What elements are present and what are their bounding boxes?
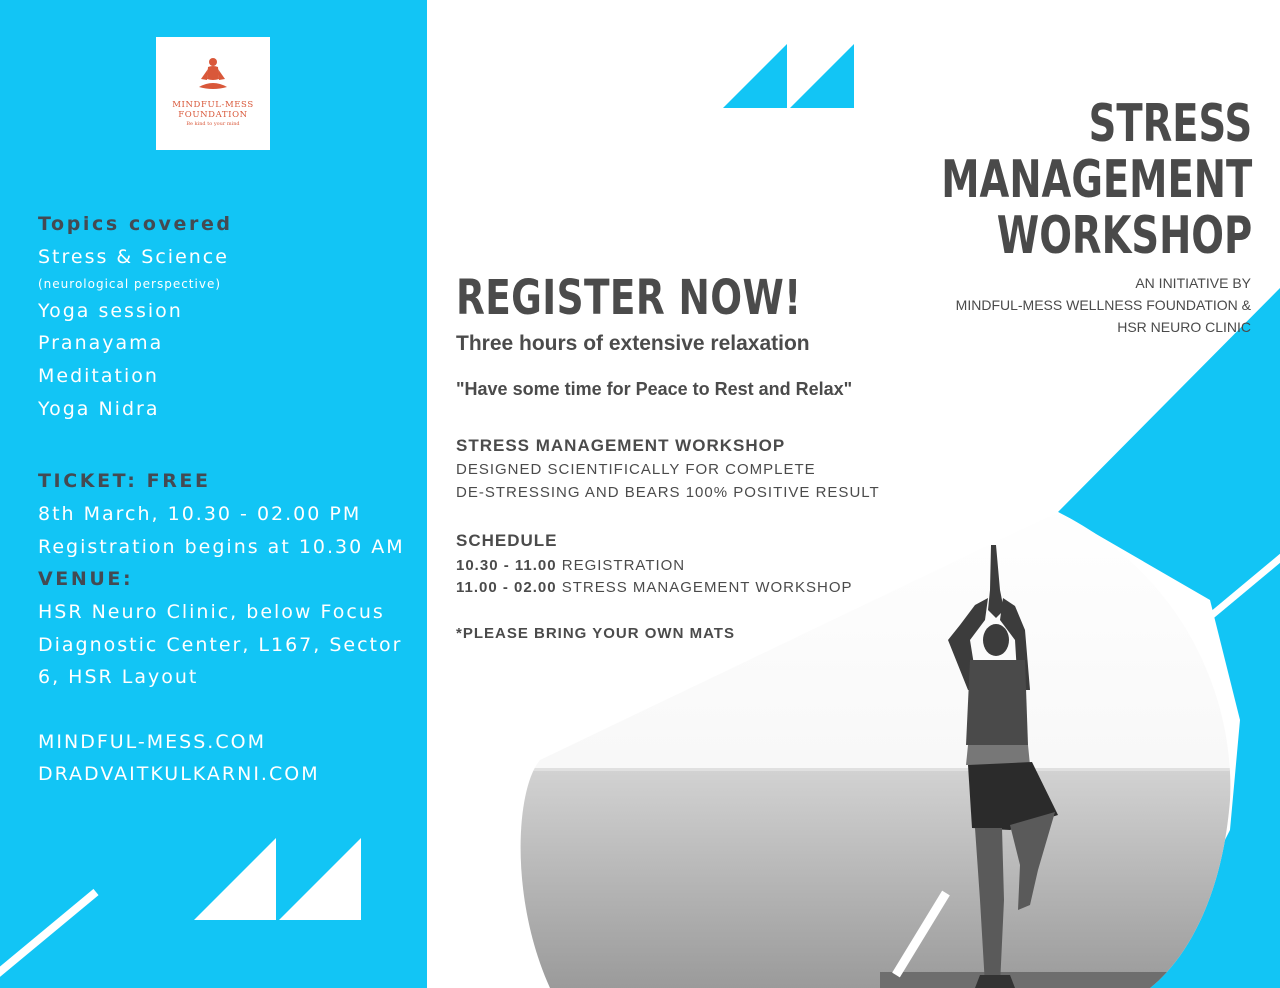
initiative-line: MINDFUL-MESS WELLNESS FOUNDATION & [955, 297, 1251, 313]
ticket-date: 8th March, 10.30 - 02.00 PM [38, 503, 362, 525]
topic-item-note: (neurological perspective) [38, 277, 222, 291]
title-line: STRESS [1088, 94, 1252, 154]
venue-line: 6, HSR Layout [38, 666, 199, 688]
logo-tagline: Be kind to your mind [186, 121, 240, 127]
link-mindful-mess[interactable]: MINDFUL-MESS.COM [38, 731, 266, 753]
topic-item-stress-science: Stress & Science [38, 246, 229, 268]
venue-line: Diagnostic Center, L167, Sector [38, 634, 403, 656]
schedule-event: REGISTRATION [561, 557, 686, 574]
subtitle: Three hours of extensive relaxation [456, 332, 810, 355]
link-dradvaitkulkarni[interactable]: DRADVAITKULKARNI.COM [38, 763, 320, 785]
ticket-heading: TICKET: FREE [38, 470, 211, 492]
topic-item-pranayama: Pranayama [38, 332, 164, 354]
topic-item-yoga-nidra: Yoga Nidra [38, 398, 160, 420]
venue-heading: VENUE: [38, 568, 134, 590]
top-triangle-1 [723, 44, 787, 108]
schedule-event: STRESS MANAGEMENT WORKSHOP [561, 579, 853, 596]
ticket-registration: Registration begins at 10.30 AM [38, 536, 405, 558]
initiative-line: HSR NEURO CLINIC [1117, 319, 1251, 335]
logo-line1: MINDFUL-MESS [172, 100, 254, 110]
mats-note: *PLEASE BRING YOUR OWN MATS [456, 625, 735, 642]
schedule-time: 10.30 - 11.00 [456, 557, 557, 574]
workshop-title [832, 96, 1252, 264]
schedule-heading: SCHEDULE [456, 531, 558, 550]
title-line: WORKSHOP [996, 206, 1252, 266]
title-line: MANAGEMENT [941, 150, 1252, 210]
topic-item-meditation: Meditation [38, 365, 159, 387]
workshop-line: DESIGNED SCIENTIFICALLY FOR COMPLETE [456, 461, 816, 478]
quote: "Have some time for Peace to Rest and Relax" [456, 379, 853, 399]
schedule-row [456, 579, 853, 596]
topic-item-yoga: Yoga session [38, 300, 183, 322]
venue-line: HSR Neuro Clinic, below Focus [38, 601, 385, 623]
register-title: REGISTER NOW! [456, 270, 802, 326]
schedule-time: 11.00 - 02.00 [456, 579, 557, 596]
schedule-row [456, 557, 685, 574]
initiative-line: AN INITIATIVE BY [1135, 275, 1251, 291]
topics-heading: Topics covered [38, 213, 233, 235]
workshop-heading: STRESS MANAGEMENT WORKSHOP [456, 436, 786, 455]
workshop-line: DE-STRESSING AND BEARS 100% POSITIVE RESULT [456, 484, 880, 501]
logo-line2: FOUNDATION [178, 110, 248, 120]
